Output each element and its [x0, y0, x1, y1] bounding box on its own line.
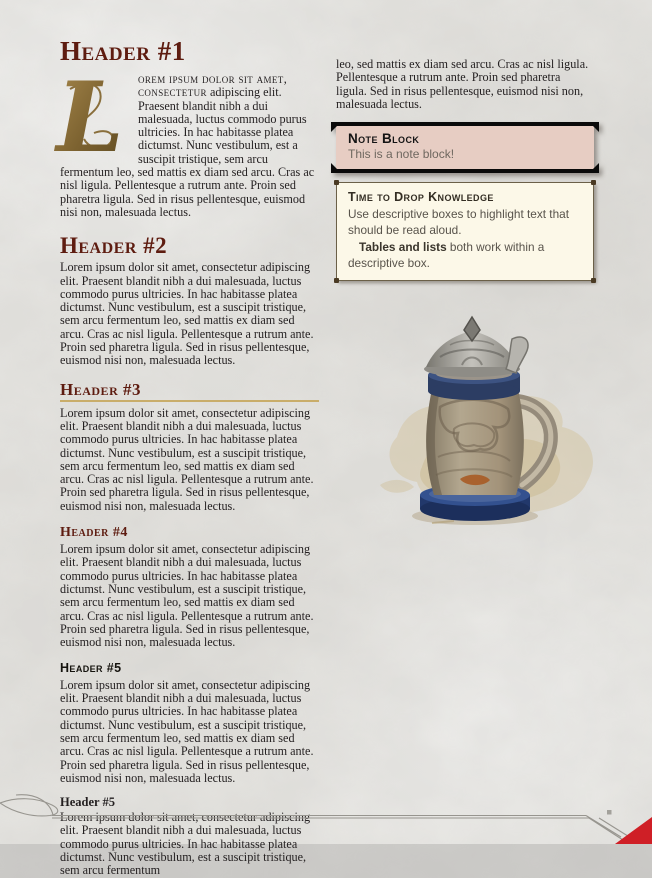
- section-header-5-bold: Header #5: [60, 795, 115, 810]
- corner-dot-icon: [334, 180, 339, 185]
- section-header-4: Header #4: [60, 525, 128, 541]
- descriptive-box: [336, 182, 594, 281]
- note-block-top-rule: [331, 122, 599, 126]
- corner-dot-icon: [591, 180, 596, 185]
- note-block-text: This is a note block!: [348, 147, 455, 162]
- continuation-paragraph: leo, sed mattis ex diam sed arcu. Cras ac nisl ligula. Pellentesque a rutrum ante. Proin sed pharetra ligula. Sed in risus pellentesque, euismod nisi non, malesuada lectus.: [336, 57, 589, 111]
- corner-dot-icon: [334, 278, 339, 283]
- section-header-2: Header #2: [60, 233, 168, 259]
- body-paragraph-truncated: Lorem ipsum dolor sit amet, consectetur adipiscing elit. Praesent blandit nibh a dui malesuada, luctus commodo purus ultricies. In hac habitasse platea dictumst. Nunc vestibulum, est a suscipit tristique, sem arcu fermentum: [60, 810, 311, 878]
- paragraph-text: adipiscing elit. Praesent blandit nibh a dui malesuada, luctus commodo purus ultricies. In hac habitasse platea dictumst. Nunc vestibulum, est a suscipit tristique, sem arcu fermentum leo, sed mattis ex diam sed arcu. Cras ac nisl ligula. Pellentesque a rutrum ante. Proin sed pharetra ligula. Sed in risus pellentesque, euismod nisi non, malesuada lectus.: [60, 85, 315, 219]
- left-column: [56, 36, 319, 878]
- descriptive-box-text2: Tables and lists both work within a descriptive box.: [348, 240, 545, 270]
- note-block: [336, 122, 594, 173]
- corner-dot-icon: [591, 278, 596, 283]
- footer-square-dot: [607, 810, 612, 815]
- body-paragraph-dropcap: [56, 61, 319, 219]
- body-paragraph: Lorem ipsum dolor sit amet, consectetur adipiscing elit. Praesent blandit nibh a dui malesuada, luctus commodo purus ultricies. In hac habitasse platea dictumst. Nunc vestibulum, est a suscipit tristique, sem arcu fermentum leo, sed mattis ex diam sed arcu. Cras ac nisl ligula. Pellentesque a rutrum ante. Proin sed pharetra ligula. Sed in risus pellentesque, euismod nisi non, malesuada lectus.: [60, 677, 314, 785]
- page-corner-accent: [615, 817, 652, 844]
- body-paragraph: Lorem ipsum dolor sit amet, consectetur adipiscing elit. Praesent blandit nibh a dui malesuada, luctus commodo purus ultricies. In hac habitasse platea dictumst. Nunc vestibulum, est a suscipit tristique, sem arcu fermentum leo, sed mattis ex diam sed arcu. Cras ac nisl ligula. Pellentesque a rutrum ante. Proin sed pharetra ligula. Sed in risus pellentesque, euismod nisi non, malesuada lectus.: [60, 405, 314, 513]
- section-header-5: Header #5: [60, 661, 122, 676]
- svg-text:L: L: [56, 61, 124, 174]
- right-column: [336, 58, 594, 808]
- note-block-title: Note Block: [348, 131, 420, 147]
- section-header-3: Header #3: [60, 381, 319, 402]
- page-footer-ornament: [0, 794, 652, 844]
- leadin-smallcaps: orem ipsum dolor sit amet, consectetur: [138, 72, 288, 100]
- ornate-dropcap-letter: [56, 61, 132, 174]
- descriptive-box-title: Time to Drop Knowledge: [348, 190, 494, 205]
- descriptive-box-text: Use descriptive boxes to highlight text that should be read aloud.: [348, 207, 569, 237]
- body-paragraph: Lorem ipsum dolor sit amet, consectetur adipiscing elit. Praesent blandit nibh a dui malesuada, luctus commodo purus ultricies. In hac habitasse platea dictumst. Nunc vestibulum, est a suscipit tristique, sem arcu fermentum leo, sed mattis ex diam sed arcu. Cras ac nisl ligula. Pellentesque a rutrum ante. Proin sed pharetra ligula. Sed in risus pellentesque, euismod nisi non, malesuada lectus.: [60, 260, 314, 368]
- beer-stein-illustration: [362, 317, 602, 532]
- body-paragraph: Lorem ipsum dolor sit amet, consectetur adipiscing elit. Praesent blandit nibh a dui malesuada, luctus commodo purus ultricies. In hac habitasse platea dictumst. Nunc vestibulum, est a suscipit tristique, sem arcu fermentum leo, sed mattis ex diam sed arcu. Cras ac nisl ligula. Pellentesque a rutrum ante. Proin sed pharetra ligula. Sed in risus pellentesque, euismod nisi non, malesuada lectus.: [60, 542, 314, 650]
- note-block-bottom-rule: [331, 169, 599, 173]
- section-header-1: Header #1: [60, 36, 186, 66]
